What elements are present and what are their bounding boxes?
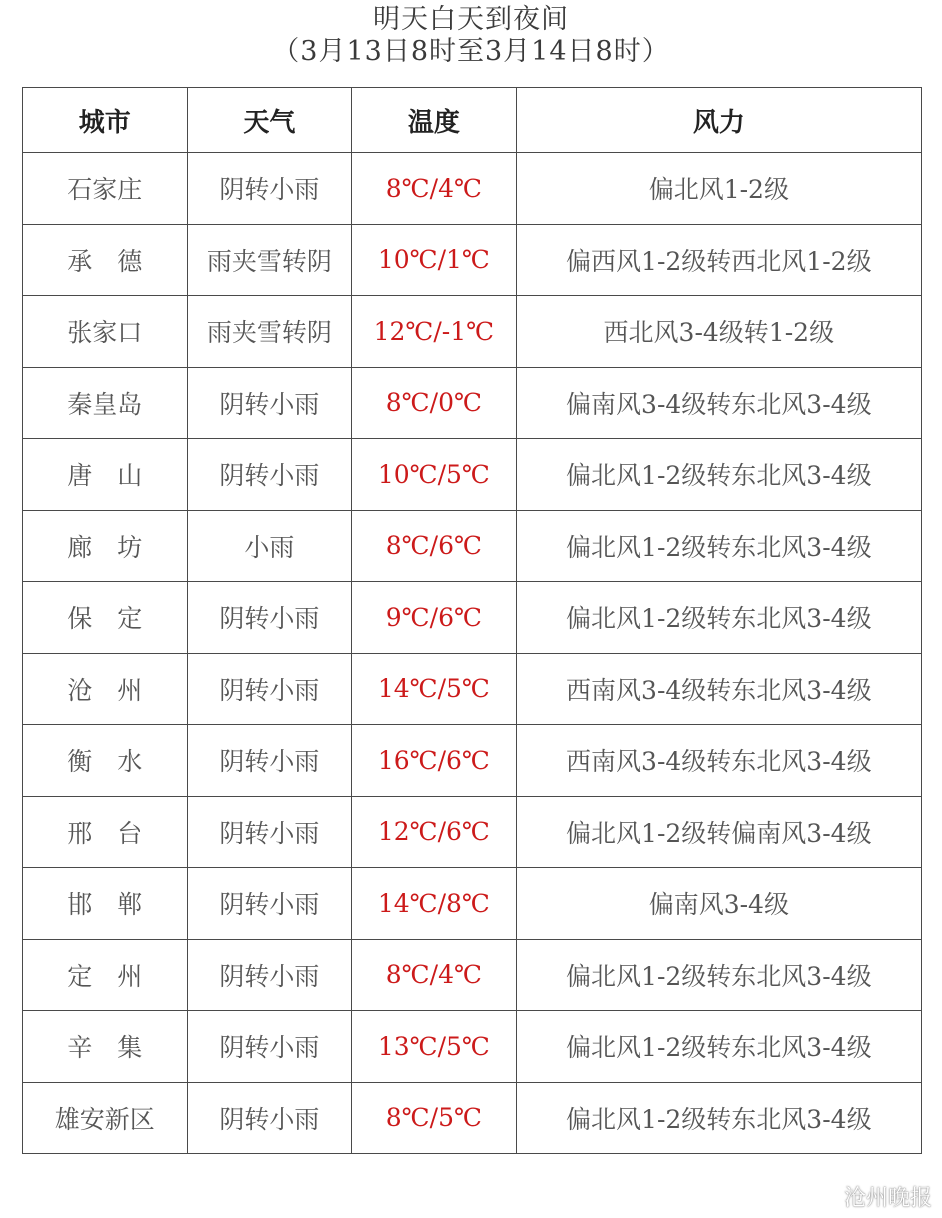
table-row [23,224,922,296]
table-header-row [23,88,922,153]
weather-cell: 阴转小雨 [187,653,352,725]
temperature-cell: 10℃/1℃ [352,224,517,296]
table-row [23,153,922,225]
weather-cell: 阴转小雨 [187,1082,352,1154]
wind-cell: 西南风3-4级转东北风3-4级 [516,725,921,797]
temperature-cell: 8℃/0℃ [352,367,517,439]
temperature-cell: 12℃/-1℃ [352,296,517,368]
weather-cell: 小雨 [187,510,352,582]
header-city: 城市 [23,88,188,153]
city-cell: 定 州 [23,939,188,1011]
page-title [0,4,942,68]
temperature-cell: 8℃/6℃ [352,510,517,582]
table-row [23,367,922,439]
header-temperature: 温度 [352,88,517,153]
header-wind: 风力 [516,88,921,153]
temperature-cell: 14℃/8℃ [352,868,517,940]
temperature-cell: 16℃/6℃ [352,725,517,797]
city-cell: 秦皇岛 [23,367,188,439]
weather-cell: 阴转小雨 [187,1011,352,1083]
table-row [23,725,922,797]
temperature-cell: 9℃/6℃ [352,582,517,654]
watermark-text: 沧州晚报 [843,1186,932,1211]
table-row [23,796,922,868]
watermark [810,1181,932,1212]
weather-cell: 阴转小雨 [187,939,352,1011]
table-row [23,296,922,368]
city-cell: 保 定 [23,582,188,654]
city-cell: 石家庄 [23,153,188,225]
wind-cell: 偏北风1-2级转东北风3-4级 [516,510,921,582]
table-row [23,653,922,725]
table-row [23,439,922,511]
city-cell: 邢 台 [23,796,188,868]
table-row [23,939,922,1011]
title-time-range: （3月13日8时至3月14日8时） [272,36,670,67]
city-cell: 廊 坊 [23,510,188,582]
city-cell: 唐 山 [23,439,188,511]
city-cell: 承 德 [23,224,188,296]
temperature-cell: 8℃/4℃ [352,153,517,225]
wind-cell: 偏北风1-2级转偏南风3-4级 [516,796,921,868]
temperature-cell: 10℃/5℃ [352,439,517,511]
forecast-table [22,87,922,1154]
table-row [23,1082,922,1154]
wind-cell: 偏南风3-4级转东北风3-4级 [516,367,921,439]
wind-cell: 偏南风3-4级 [516,868,921,940]
table-row [23,1011,922,1083]
wind-cell: 偏北风1-2级转东北风3-4级 [516,1011,921,1083]
wind-cell: 偏北风1-2级 [516,153,921,225]
city-cell: 沧 州 [23,653,188,725]
weather-cell: 雨夹雪转阴 [187,224,352,296]
header-weather: 天气 [187,88,352,153]
weibo-icon [810,1185,840,1209]
weather-cell: 阴转小雨 [187,582,352,654]
city-cell: 衡 水 [23,725,188,797]
city-cell: 辛 集 [23,1011,188,1083]
weather-cell: 雨夹雪转阴 [187,296,352,368]
temperature-cell: 13℃/5℃ [352,1011,517,1083]
table-row [23,868,922,940]
wind-cell: 偏北风1-2级转东北风3-4级 [516,582,921,654]
city-cell: 雄安新区 [23,1082,188,1154]
wind-cell: 偏北风1-2级转东北风3-4级 [516,439,921,511]
weather-cell: 阴转小雨 [187,153,352,225]
weather-cell: 阴转小雨 [187,367,352,439]
weather-cell: 阴转小雨 [187,439,352,511]
forecast-table-body [23,153,922,1154]
wind-cell: 偏北风1-2级转东北风3-4级 [516,939,921,1011]
weather-cell: 阴转小雨 [187,868,352,940]
temperature-cell: 8℃/5℃ [352,1082,517,1154]
city-cell: 张家口 [23,296,188,368]
weather-cell: 阴转小雨 [187,725,352,797]
table-row [23,510,922,582]
temperature-cell: 14℃/5℃ [352,653,517,725]
wind-cell: 偏西风1-2级转西北风1-2级 [516,224,921,296]
wind-cell: 西南风3-4级转东北风3-4级 [516,653,921,725]
temperature-cell: 8℃/4℃ [352,939,517,1011]
wind-cell: 偏北风1-2级转东北风3-4级 [516,1082,921,1154]
temperature-cell: 12℃/6℃ [352,796,517,868]
weather-cell: 阴转小雨 [187,796,352,868]
wind-cell: 西北风3-4级转1-2级 [516,296,921,368]
title-main: 明天白天到夜间 [373,4,569,35]
city-cell: 邯 郸 [23,868,188,940]
table-row [23,582,922,654]
